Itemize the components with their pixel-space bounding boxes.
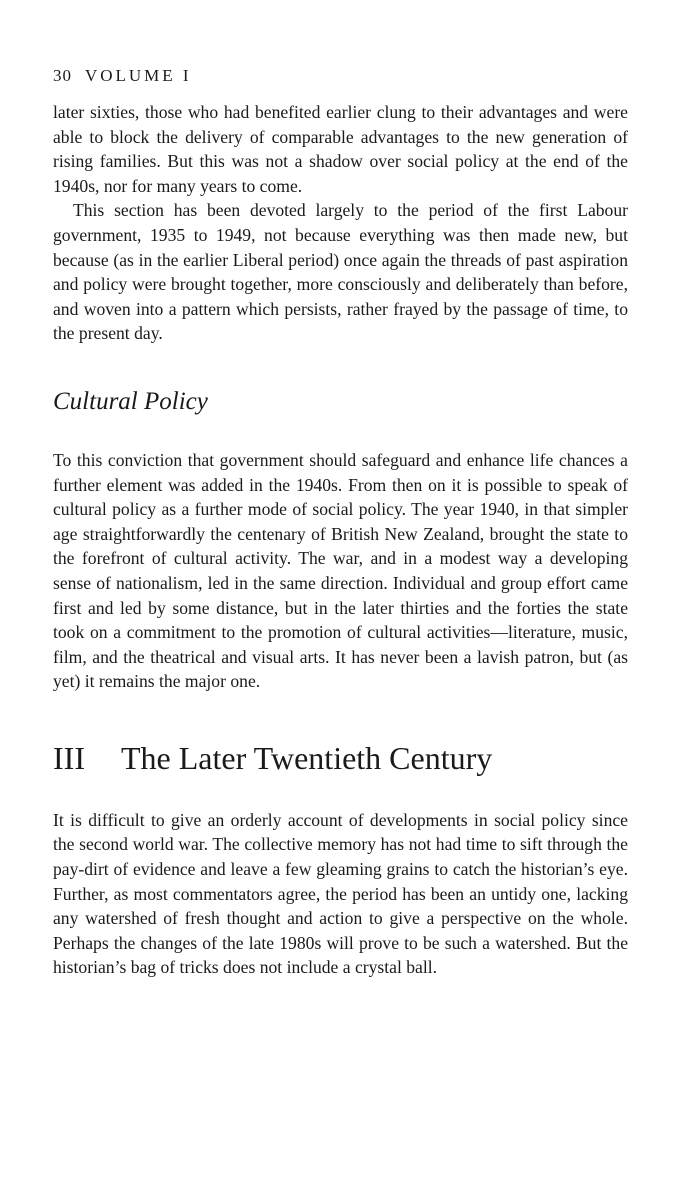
body-paragraph: It is difficult to give an orderly account of developments in social policy since the second world war. The collective memory has not had time to sift through the pay-dirt of evidence and leave a few gleaming grains to catch the historian’s eye. Further, as most commentators agree, the period has been an untidy one, lacking any watershed of fresh thought and action to give a perspective on the whole. Perhaps the changes of the late 1980s will prove to be such a watershed. But the historian’s bag of tricks does not include a crystal ball. <box>53 809 628 978</box>
page-number: 30 <box>53 66 72 85</box>
book-page <box>53 64 628 980</box>
part-numeral: III <box>53 739 85 776</box>
running-head <box>53 64 628 88</box>
part-title: The Later Twentieth Century <box>121 739 493 776</box>
volume-label: VOLUME I <box>84 66 192 85</box>
part-heading <box>53 738 628 778</box>
body-paragraph: later sixties, those who had benefited earlier clung to their advantages and were able to block the delivery of comparable advantages to the new generation of rising families. But this was not a shadow over social policy at the end of the 1940s, nor for many years to come. <box>53 102 628 196</box>
section-heading: Cultural Policy <box>53 387 208 415</box>
body-paragraph: To this conviction that government should safeguard and enhance life chances a further element was added in the 1940s. From then on it is possible to speak of cultural policy as a further mode of social policy. The year 1940, in that simpler age straightforwardly the centenary of British New Zealand, brought the state to the forefront of cultural activity. The war, and in a modest way a developing sense of nationalism, led in the same direction. Individual and group effort came first and led by some distance, but in the later thirties and the forties the state took on a commitment to the promotion of cultural activities—literature, music, film, and the theatrical and visual arts. It has never been a lavish patron, but (as yet) it remains the major one. <box>53 449 628 692</box>
body-paragraph: This section has been devoted largely to the period of the first Labour government, 1935 to 1949, not because everything was then made new, but because (as in the earlier Liberal period) once again the threads of past aspiration and policy were brought together, more consciously and deliberately than before, and woven into a pattern which persists, rather frayed by the passage of time, to the present day. <box>53 200 628 344</box>
